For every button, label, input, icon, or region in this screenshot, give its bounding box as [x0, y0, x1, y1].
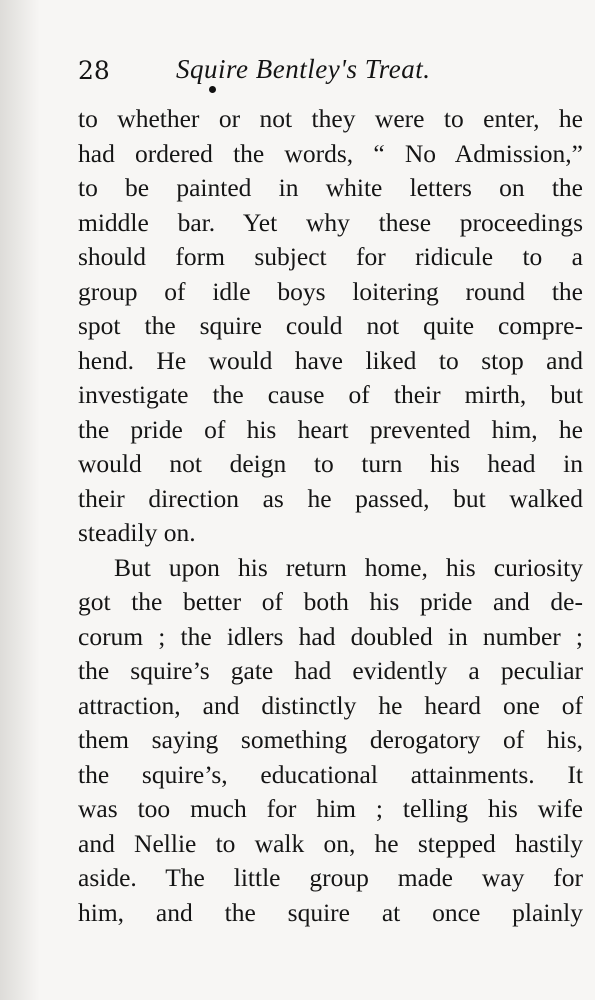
text-line: their direction as he passed, but walked [78, 483, 583, 513]
text-line: to be painted in white letters on the [78, 173, 583, 202]
text-line: middle bar. Yet why these proceedings [78, 207, 583, 237]
text-line: But upon his return home, his curiosity [114, 552, 583, 582]
text-line: got the better of both his pride and de- [78, 587, 583, 616]
text-line: and Nellie to walk on, he stepped hastily [78, 828, 583, 858]
text-line: the squire’s gate had evidently a peculiar [78, 656, 583, 685]
text-line: investigate the cause of their mirth, but [78, 380, 583, 409]
text-line: steadily on. [78, 518, 196, 547]
text-line: corum ; the idlers had doubled in number ; [78, 621, 583, 651]
text-line: attraction, and distinctly he heard one of [78, 690, 583, 720]
text-line: had ordered the words, “ No Admission,” [78, 138, 583, 168]
text-line: the pride of his heart prevented him, he [78, 414, 583, 444]
text-line: him, and the squire at once plainly [78, 897, 583, 927]
text-line: was too much for him ; telling his wife [78, 794, 583, 823]
ink-speck [209, 86, 216, 93]
text-line: to whether or not they were to enter, he [78, 104, 583, 133]
running-title: Squire Bentley's Treat. [176, 54, 431, 84]
text-line: the squire’s, educational attainments. It [78, 759, 583, 789]
body-text [78, 102, 583, 930]
text-line: spot the squire could not quite compre- [78, 311, 583, 340]
text-line: group of idle boys loitering round the [78, 276, 583, 306]
text-line: should form subject for ridicule to a [78, 242, 583, 271]
text-line: aside. The little group made way for [78, 863, 583, 892]
text-line: them saying something derogatory of his, [78, 725, 583, 754]
text-line: would not deign to turn his head in [78, 449, 583, 478]
page-number: 28 [78, 56, 110, 85]
spine-shadow [0, 0, 40, 1000]
text-line: hend. He would have liked to stop and [78, 345, 583, 375]
page-header [78, 52, 578, 92]
